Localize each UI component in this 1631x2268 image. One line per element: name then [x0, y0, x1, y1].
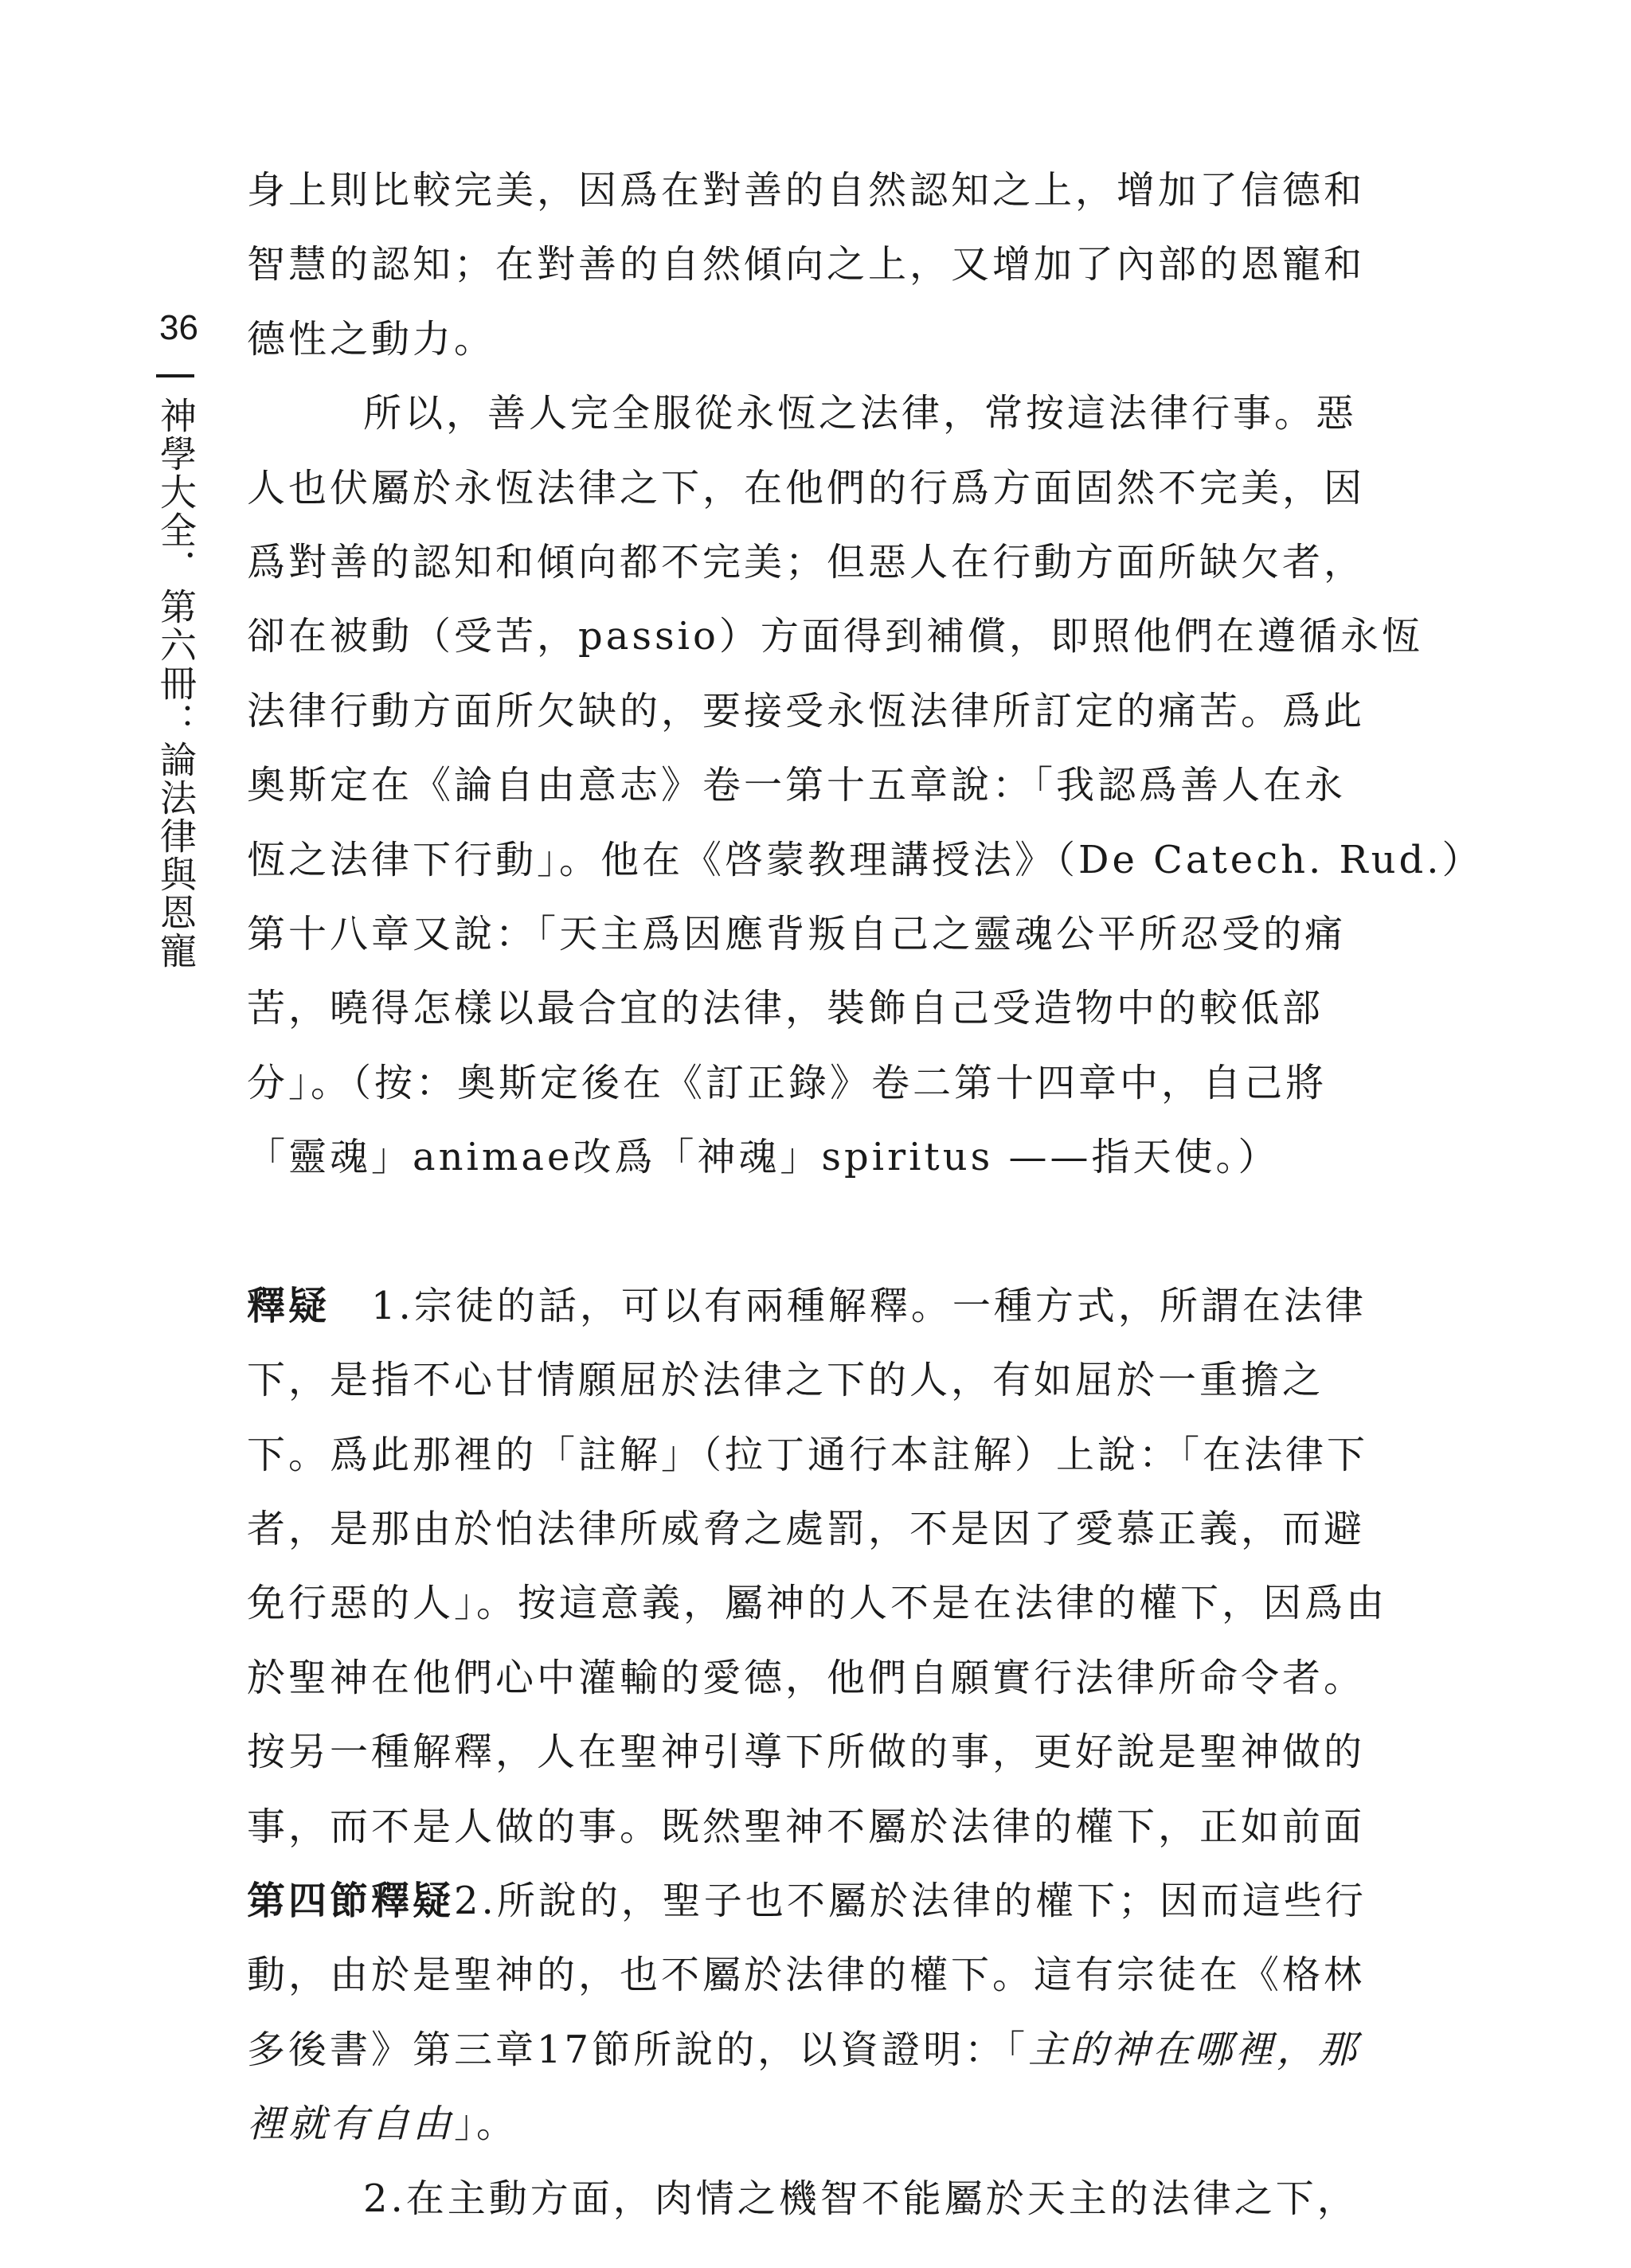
text-line — [247, 2087, 1410, 2161]
text-line: 身上則比較完美，因爲在對善的自然認知之上，增加了信德和 — [247, 168, 1366, 213]
running-head — [151, 374, 199, 973]
paragraph-2 — [247, 377, 1484, 1195]
text-line: 奧斯定在《論自由意志》卷一第十五章說：「我認爲善人在永 — [247, 763, 1347, 808]
text-line: 2.在主動方面，肉情之機智不能屬於天主的法律之下， — [363, 2176, 1359, 2221]
text-line: 動，由於是聖神的，也不屬於法律的權下。這有宗徒在《格林 — [247, 1953, 1366, 1998]
paragraph-1 — [247, 154, 1410, 377]
text-line: 法律行動方面所欠缺的，要接受永恆法律所訂定的痛苦。爲此 — [247, 688, 1366, 733]
text-line: 苦，曉得怎樣以最合宜的法律，裝飾自己受造物中的較低部 — [247, 986, 1324, 1031]
text-line: 於聖神在他們心中灌輸的愛德，他們自願實行法律所命令者。 — [247, 1655, 1366, 1700]
text-line: 卻在被動（受苦，passio）方面得到補償，即照他們在遵循永恆 — [247, 614, 1423, 659]
text-line: 智慧的認知；在對善的自然傾向之上，又增加了內部的恩寵和 — [247, 242, 1366, 287]
text-span: 2.所說的，聖子也不屬於法律的權下；因而這些行 — [454, 1878, 1367, 1923]
text-line — [247, 1864, 1410, 1938]
text-line — [247, 1269, 1410, 1343]
text-line: 人也伏屬於永恆法律之下，在他們的行爲方面固然不完美，因 — [247, 465, 1366, 510]
text-line: 爲對善的認知和傾向都不完美；但惡人在行動方面所缺欠者， — [247, 539, 1366, 585]
text-line: 事，而不是人做的事。既然聖神不屬於法律的權下，正如前面 — [247, 1804, 1366, 1849]
text-line: 下。爲此那裡的「註解」（拉丁通行本註解）上說：「在法律下 — [247, 1432, 1369, 1477]
text-line — [247, 2013, 1410, 2087]
paragraph-3 — [247, 1269, 1410, 2162]
text-line: 第十八章又說：「天主爲因應背叛自己之靈魂公平所忍受的痛 — [247, 911, 1347, 956]
text-line: 者，是那由於怕法律所威脅之處罰，不是因了愛慕正義，而避 — [247, 1507, 1366, 1552]
text-line: 分」。（按：奧斯定後在《訂正錄》卷二第十四章中，自己將 — [247, 1060, 1328, 1105]
header-rule — [156, 374, 194, 377]
objection-label: 釋疑 — [247, 1283, 331, 1328]
text-span: 」。 — [454, 2102, 518, 2147]
text-span: 多後書》第三章17節所說的，以資證明：「 — [247, 2027, 1029, 2072]
text-line: 按另一種解釋，人在聖神引導下所做的事，更好說是聖神做的 — [247, 1730, 1366, 1775]
scripture-quote: 裡就有自由 — [247, 2102, 455, 2147]
paragraph-gap — [247, 1195, 1410, 1269]
page-body — [247, 154, 1484, 2236]
book-title: 神學大全．第六冊：論法律與恩寵 — [155, 397, 196, 970]
page-number: 36 — [159, 308, 198, 347]
text-line: 恆之法律下行動」。他在《啓蒙教理講授法》（De Catech. Rud.） — [247, 837, 1484, 882]
text-line: 下，是指不心甘情願屈於法律之下的人，有如屈於一重擔之 — [247, 1358, 1324, 1403]
paragraph-4 — [247, 2162, 1410, 2236]
text-line: 所以，善人完全服從永恆之法律，常按這法律行事。惡 — [363, 391, 1358, 436]
text-span: 1.宗徒的話，可以有兩種解釋。一種方式，所謂在法律 — [330, 1283, 1367, 1328]
text-line: 德性之動力。 — [247, 316, 496, 362]
text-line: 免行惡的人」。按這意義，屬神的人不是在法律的權下，因爲由 — [247, 1581, 1388, 1626]
text-line: 「靈魂」animae改爲「神魂」spiritus ——指天使。） — [247, 1135, 1280, 1180]
scripture-quote: 主的神在哪裡，那 — [1028, 2027, 1360, 2072]
cross-reference: 第四節釋疑 — [247, 1878, 455, 1923]
